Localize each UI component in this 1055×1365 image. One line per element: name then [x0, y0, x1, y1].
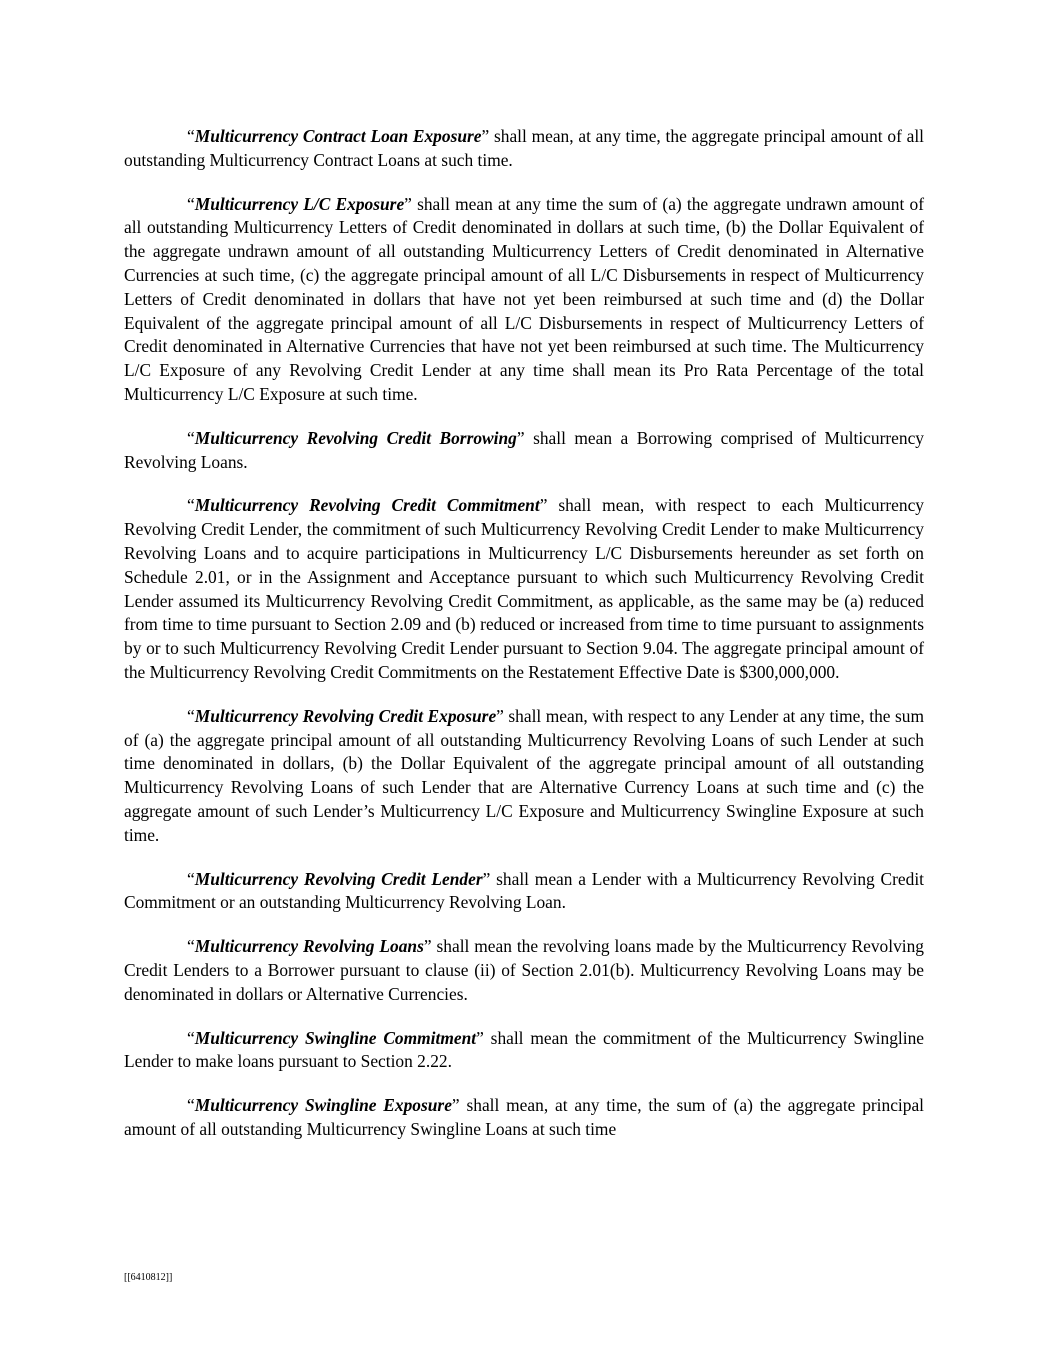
defined-term: Multicurrency Swingline Commitment	[194, 1027, 477, 1048]
open-quote: “	[187, 705, 195, 726]
definition-text: shall mean the revolving loans made by the Multicurrency Revolving Credit Lenders to a Borrower pursuant to clause (ii) of Section 2.01(b). Multicurrency Revolving Loans may be denominated in dollars or Alternative Currencies.	[124, 936, 925, 1004]
open-quote: “	[187, 126, 195, 146]
defined-term: Multicurrency Swingline Exposure	[194, 1095, 452, 1116]
defined-term: Multicurrency Revolving Loans	[194, 936, 424, 957]
open-quote: “	[187, 1027, 195, 1048]
document-body	[124, 125, 924, 1162]
definition-text: shall mean a Borrowing comprised of Multicurrency Revolving Loans.	[124, 427, 924, 472]
close-quote: ”	[451, 1095, 460, 1116]
defined-term: Multicurrency Revolving Credit Borrowing	[194, 427, 517, 448]
defined-term: Multicurrency Revolving Credit Lender	[194, 868, 483, 889]
close-quote: ”	[423, 936, 432, 957]
definition-paragraph	[124, 494, 924, 684]
defined-term: Multicurrency L/C Exposure	[194, 193, 405, 214]
definition-text: shall mean, at any time, the sum of (a) the aggregate principal amount of all outstanding Multicurrency Swingline Loans at such time	[124, 1095, 925, 1139]
defined-term: Multicurrency Revolving Credit Exposure	[194, 705, 497, 726]
close-quote: ”	[481, 126, 490, 146]
open-quote: “	[187, 495, 195, 516]
defined-term: Multicurrency Contract Loan Exposure	[194, 126, 482, 146]
definition-paragraph	[124, 193, 924, 407]
definition-text: shall mean at any time the sum of (a) the aggregate undrawn amount of all outstanding Multicurrency Letters of Credit denominated in dollars at such time, (b) the Dollar Equivalent of the aggregate undrawn amount of all outstanding Multicurrency Letters of Credit denominated in Alternative Currencies at such time, (c) the aggregate principal amount of all L/C Disbursements in respect of Multicurrency Letters of Credit denominated in dollars that have not yet been reimbursed at such time and (d) the Dollar Equivalent of the aggregate principal amount of all L/C Disbursements in respect of Multicurrency Letters of Credit denominated in Alternative Currencies that have not yet been reimbursed at such time. The Multicurrency L/C Exposure of any Revolving Credit Lender at any time shall mean its Pro Rata Percentage of the total Multicurrency L/C Exposure at such time.	[124, 193, 924, 404]
open-quote: “	[187, 1095, 195, 1116]
close-quote: ”	[404, 193, 412, 214]
definition-text: shall mean, with respect to each Multicurrency Revolving Credit Lender, the commitment of such Multicurrency Revolving Credit Lender to make Multicurrency Revolving Loans and to acquire participations in Multicurrency L/C Disbursements hereunder as set forth on Schedule 2.01, or in the Assignment and Acceptance pursuant to which such Multicurrency Revolving Credit Lender assumed its Multicurrency Revolving Credit Commitment, as applicable, as the same may be (a) reduced from time to time pursuant to Section 2.09 and (b) reduced or increased from time to time pursuant to assignments by or to such Multicurrency Revolving Credit Lender pursuant to Section 9.04. The aggregate principal amount of the Multicurrency Revolving Credit Commitments on the Restatement Effective Date is $300,000,000.	[124, 495, 924, 682]
definition-paragraph	[124, 427, 924, 475]
definition-text: shall mean the commitment of the Multicurrency Swingline Lender to make loans pursuant to Section 2.22.	[124, 1027, 924, 1072]
close-quote: ”	[476, 1027, 484, 1048]
open-quote: “	[187, 427, 195, 448]
close-quote: ”	[539, 495, 548, 516]
close-quote: ”	[482, 868, 491, 889]
close-quote: ”	[516, 427, 525, 448]
definition-paragraph	[124, 1094, 924, 1142]
open-quote: “	[187, 936, 195, 957]
definition-text: shall mean, with respect to any Lender at any time, the sum of (a) the aggregate principal amount of all outstanding Multicurrency Revolving Loans of such Lender at such time denominated in dollars, (b) the Dollar Equivalent of the aggregate principal amount of all outstanding Multicurrency Revolving Loans of such Lender that are Alternative Currency Loans at such time and (c) the aggregate amount of such Lender’s Multicurrency L/C Exposure and Multicurrency Swingline Exposure at such time.	[124, 705, 924, 845]
open-quote: “	[187, 193, 195, 214]
definition-text: shall mean a Lender with a Multicurrency Revolving Credit Commitment or an outstanding Multicurrency Revolving Loan.	[124, 868, 924, 913]
definition-text: shall mean, at any time, the aggregate principal amount of all outstanding Multicurrency Contract Loans at such time.	[124, 126, 924, 170]
open-quote: “	[187, 868, 195, 889]
defined-term: Multicurrency Revolving Credit Commitment	[194, 495, 540, 516]
definition-paragraph	[124, 125, 924, 173]
definition-paragraph	[124, 1027, 924, 1075]
definition-paragraph	[124, 705, 924, 848]
definition-paragraph	[124, 868, 924, 916]
close-quote: ”	[496, 705, 504, 726]
definition-paragraph	[124, 935, 924, 1006]
document-id-footer: [[6410812]]	[124, 1272, 173, 1283]
